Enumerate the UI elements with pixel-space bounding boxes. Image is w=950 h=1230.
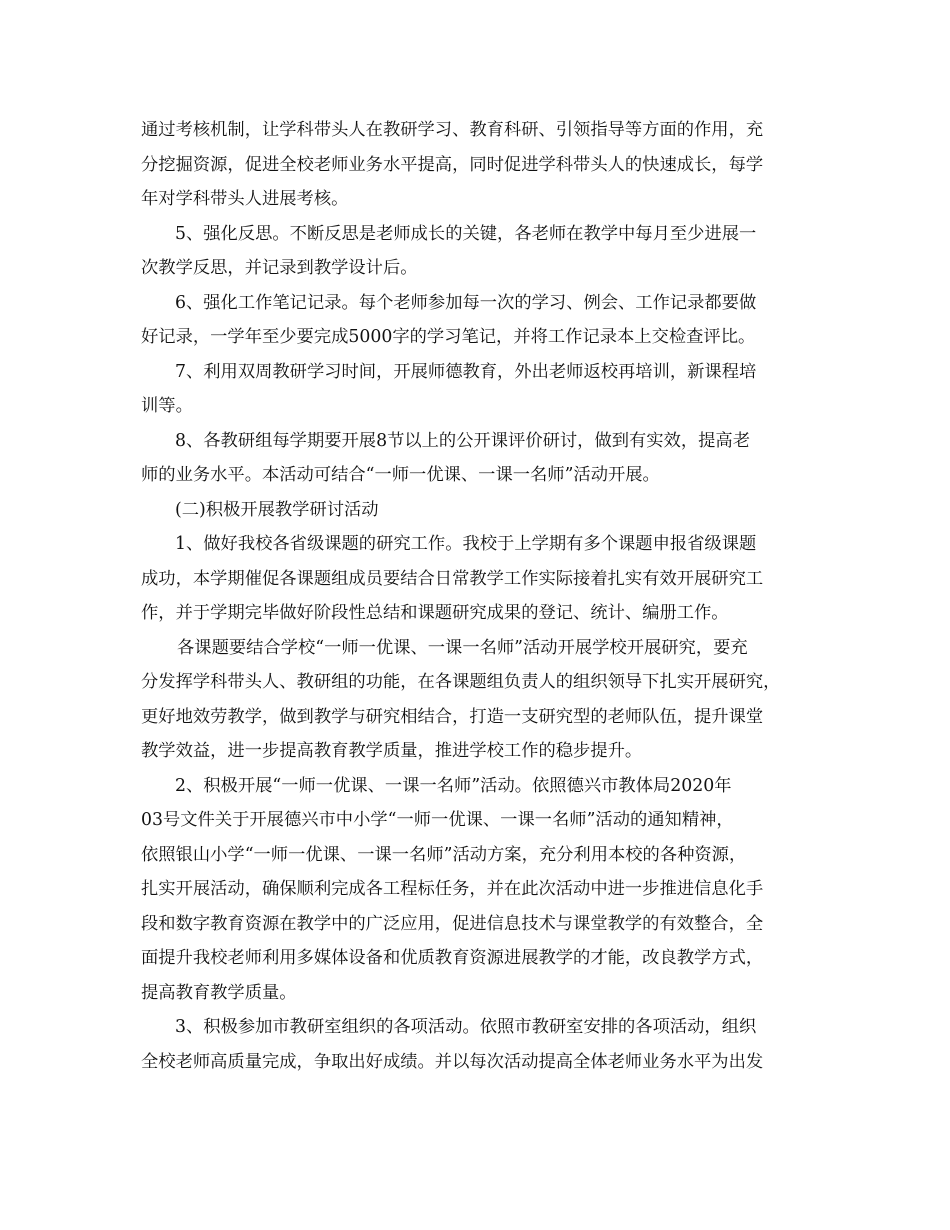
section-heading: (二)积极开展教学研讨活动 <box>175 499 379 520</box>
text-line: 更好地效劳教学，做到教学与研究相结合，打造一支研究型的老师队伍，提升课堂 <box>141 706 764 727</box>
text-line: 1、做好我校各省级课题的研究工作。我校于上学期有多个课题申报省级课题 <box>175 534 757 554</box>
text-line: 提高教育教学质量。 <box>141 982 297 1003</box>
text-line: 面提升我校老师利用多媒体设备和优质教育资源进展教学的才能，改良教学方式， <box>141 948 764 968</box>
text-line: 2、积极开展“一师一优课、一课一名师”活动。依照德兴市教体局2020年 <box>175 775 732 796</box>
text-line: 作，并于学期完毕做好阶段性总结和课题研究成果的登记、统计、编册工作。 <box>141 603 729 623</box>
document-body <box>141 113 811 1079</box>
text-line: 7、利用双周教研学习时间，开展师德教育，外出老师返校再培训，新课程培 <box>175 361 757 382</box>
text-line: 好记录，一学年至少要完成5000字的学习笔记，并将工作记录本上交检查评比。 <box>141 327 756 347</box>
text-line: 年对学科带头人进展考核。 <box>141 189 349 209</box>
text-line: 师的业务水平。本活动可结合“一师一优课、一课一名师”活动开展。 <box>141 465 660 485</box>
text-line: 8、各教研组每学期要开展8节以上的公开课评价研讨，做到有实效，提高老 <box>175 430 750 451</box>
text-line: 全校老师高质量完成，争取出好成绩。并以每次活动提高全体老师业务水平为出发 <box>141 1051 764 1072</box>
text-line: 通过考核机制，让学科带头人在教研学习、教育科研、引领指导等方面的作用，充 <box>141 120 764 140</box>
text-line: 6、强化工作笔记记录。每个老师参加每一次的学习、例会、工作记录都要做 <box>175 292 757 313</box>
text-line: 段和数字教育资源在教学中的广泛应用，促进信息技术与课堂教学的有效整合，全 <box>141 913 764 934</box>
text-line: 分挖掘资源，促进全校老师业务水平提高，同时促进学科带头人的快速成长，每学 <box>141 154 764 175</box>
text-line: 训等。 <box>141 396 193 416</box>
text-line: 成功，本学期催促各课题组成员要结合日常教学工作实际接着扎实有效开展研究工 <box>141 568 764 589</box>
text-line: 分发挥学科带头人、教研组的功能，在各课题组负责人的组织领导下扎实开展研究， <box>141 672 781 692</box>
text-line: 扎实开展活动，确保顺利完成各工程标任务，并在此次活动中进一步推进信息化手 <box>141 879 764 899</box>
text-line: 依照银山小学“一师一优课、一课一名师”活动方案，充分利用本校的各种资源， <box>141 844 747 865</box>
text-line: 03号文件关于开展德兴市中小学“一师一优课、一课一名师”活动的通知精神， <box>141 810 734 830</box>
text-line: 教学效益，进一步提高教育教学质量，推进学校工作的稳步提升。 <box>141 741 643 761</box>
text-line: 各课题要结合学校“一师一优课、一课一名师”活动开展学校开展研究，要充 <box>177 637 748 658</box>
text-line: 3、积极参加市教研室组织的各项活动。依照市教研室安排的各项活动，组织 <box>175 1017 757 1037</box>
text-line: 5、强化反思。不断反思是老师成长的关键，各老师在教学中每月至少进展一 <box>175 223 757 244</box>
text-line: 次教学反思，并记录到教学设计后。 <box>141 258 418 278</box>
